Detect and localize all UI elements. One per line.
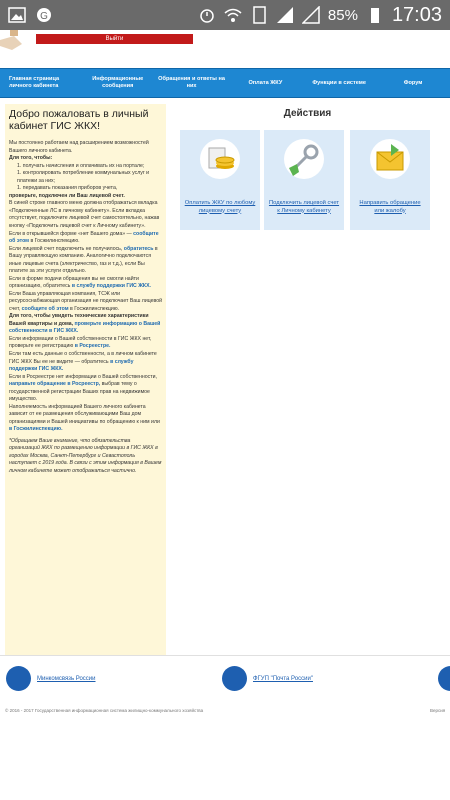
logo-hand-icon [0, 30, 32, 54]
welcome-p10-text: Если информации о Вашей собственности в ГИС ЖКХ нет, проверьте ее регистрацию [9, 335, 152, 350]
battery-text: 85% [327, 6, 358, 24]
wifi-icon [224, 6, 242, 24]
main-nav [0, 68, 450, 98]
emblem-icon [6, 666, 31, 691]
coins-icon [199, 138, 241, 180]
post-icon [222, 666, 247, 691]
card-appeal-label[interactable]: Направить обращение или жалобу [359, 200, 421, 214]
inspection-link[interactable]: в Госжилинспекцию. [9, 426, 63, 433]
nav-item-forum[interactable]: Форум [403, 79, 423, 86]
nav-item-home[interactable]: Главная страница личного кабинета [9, 76, 60, 89]
card-pay-label[interactable]: Оплатить ЖКУ по любому лицевому счету [184, 200, 256, 214]
signal-icon [276, 6, 294, 24]
welcome-list [9, 163, 162, 193]
welcome-p10 [9, 336, 162, 351]
welcome-p12b-text: выбрав тему о государственной регистрации Ваших прав на недвижимое имущество. [9, 381, 150, 403]
card-appeal[interactable] [350, 130, 430, 230]
welcome-title: Добро пожаловать в личный кабинет ГИС ЖКХ! [9, 108, 149, 133]
welcome-p5b-text: в Госжилинспекцию. [30, 238, 80, 245]
property-link[interactable]: проверьте информацию о Вашей собственности в ГИС ЖКХ. [9, 320, 161, 335]
nav-item-functions[interactable]: Функции в системе [312, 79, 367, 86]
card-connect-label[interactable]: Подключить лицевой счет к Личному кабинету [268, 200, 340, 214]
welcome-list-item: 1. передавать показания приборов учета, [17, 185, 162, 193]
welcome-p3: проверьте, подключен ли Ваш лицевой счет. [9, 192, 125, 199]
welcome-p11-text: Если там есть данные о собственности, а в личном кабинете ГИС ЖКХ Вы ее не видите — обратитесь [9, 351, 157, 365]
card-pay[interactable] [180, 130, 260, 230]
welcome-list-item: 1. контролировать потребление коммунальных услуг и платежи за них; [17, 170, 162, 185]
welcome-p2: Для того, чтобы: [9, 155, 53, 162]
nav-item-appeals[interactable]: Обращения и ответы на них [158, 76, 225, 89]
sim-icon [250, 6, 268, 24]
footer [0, 655, 450, 725]
rosreestr-appeal-link[interactable]: направьте обращение в Росреестр, [9, 381, 101, 388]
report-link-2[interactable]: сообщите об этом [21, 305, 69, 312]
envelope-icon [369, 138, 411, 180]
clock: 17:03 [391, 3, 442, 26]
welcome-p13-text: Наполняемость информацией Вашего личного кабинета зависит от ее размещения обслуживающими Ваш дом организациями и Вашей инициативы по обращению к ним или [9, 403, 160, 425]
welcome-p4: В синей строке главного меню должна отображаться вкладка «Подключенные ЛС в личному кабинету». Если вкладка отсутствует, подключите лицевой счет самостоятельно, нажав кнопку «Подключить лицевой счет к Личному кабинету». [9, 200, 160, 229]
welcome-p9-text: Для того, чтобы увидеть технические характеристики Вашей квартиры и дома, [9, 313, 149, 327]
welcome-p11 [9, 351, 162, 374]
sync-icon [36, 6, 54, 24]
status-bar [0, 0, 450, 30]
welcome-p13 [9, 404, 162, 434]
welcome-p8-text: Если Ваша управляющая компания, ТСЖ или ресурсоснабжающая организация не подключает Ваш лицевой счет, [9, 290, 163, 312]
welcome-p9 [9, 313, 162, 336]
rosreestr-link[interactable]: в Росреестре. [74, 343, 111, 350]
footer-link-pochta-label[interactable]: ФГУП "Почта России" [253, 675, 313, 682]
gallery-icon [8, 6, 26, 24]
nav-item-messages[interactable]: Информационные сообщения [92, 76, 144, 89]
support-link[interactable]: в службу поддержки ГИС ЖКХ. [71, 283, 151, 290]
welcome-p8b-text: в Госжилинспекцию. [70, 305, 120, 312]
emblem-icon-2 [438, 666, 450, 691]
battery-icon [366, 6, 384, 24]
welcome-p1: Мы постоянно работаем над расширением возможностей Вашего личного кабинета. [9, 140, 149, 154]
footer-link-minsvyaz[interactable] [6, 666, 96, 691]
welcome-p12 [9, 374, 162, 404]
svg-text:G: G [40, 11, 48, 22]
welcome-p7 [9, 276, 162, 291]
key-icon [283, 138, 325, 180]
welcome-p6 [9, 246, 162, 276]
footer-logo-partial [438, 666, 450, 691]
exit-button[interactable]: Выйти [36, 34, 193, 44]
welcome-p7-text: Если в форме подачи обращения вы не смогли найти организацию, обратитесь [9, 275, 139, 290]
welcome-p8 [9, 291, 162, 314]
alarm-icon [198, 6, 216, 24]
signal-icon-2 [302, 6, 320, 24]
welcome-panel [5, 104, 166, 655]
version-text: Версия [430, 708, 446, 713]
site-header [0, 30, 450, 68]
welcome-note: *Обращаем Ваше внимание, что обязательства организаций ЖКХ по размещению информации в ГИС ЖКХ в городах Москва, Санкт-Петербург и Севастополь наступает с 2019 года. В связи с этим информация в Вашем личном кабинете может отображаться частично. [9, 437, 162, 474]
report-link[interactable]: сообщите об этом [9, 230, 159, 245]
welcome-p6-text: Если лицевой счет подключить не получилось, [9, 245, 123, 252]
footer-link-minsvyaz-label[interactable]: Минкомсвязь России [37, 675, 96, 682]
nav-item-payment[interactable]: Оплата ЖКУ [248, 79, 283, 86]
content-area [0, 98, 450, 658]
copyright: © 2016 - 2017 Государственная информационная система жилищно-коммунального хозяйства [5, 708, 204, 713]
card-connect[interactable] [264, 130, 344, 230]
contact-link[interactable]: обратитесь [123, 245, 154, 252]
support-link-2[interactable]: в службу поддержки ГИС ЖКХ. [9, 358, 134, 373]
welcome-p5 [9, 231, 162, 246]
welcome-p5-text: Если в открывшейся форме «нет Вашего дома» — [9, 230, 132, 237]
welcome-list-item: 1. получать начисления и оплачивать их на портале; [17, 163, 162, 171]
footer-link-pochta[interactable] [222, 666, 313, 691]
welcome-p12-text: Если в Росреестре нет информации о Вашей собственности, [9, 373, 157, 380]
actions-title: Действия [283, 108, 332, 119]
welcome-p6b-text: в Вашу управляющую компанию. Аналогично подключаются иные лицевые счета (электричество, газ и т.д.), если Вы платите за эти услуги отдельно. [9, 245, 158, 275]
